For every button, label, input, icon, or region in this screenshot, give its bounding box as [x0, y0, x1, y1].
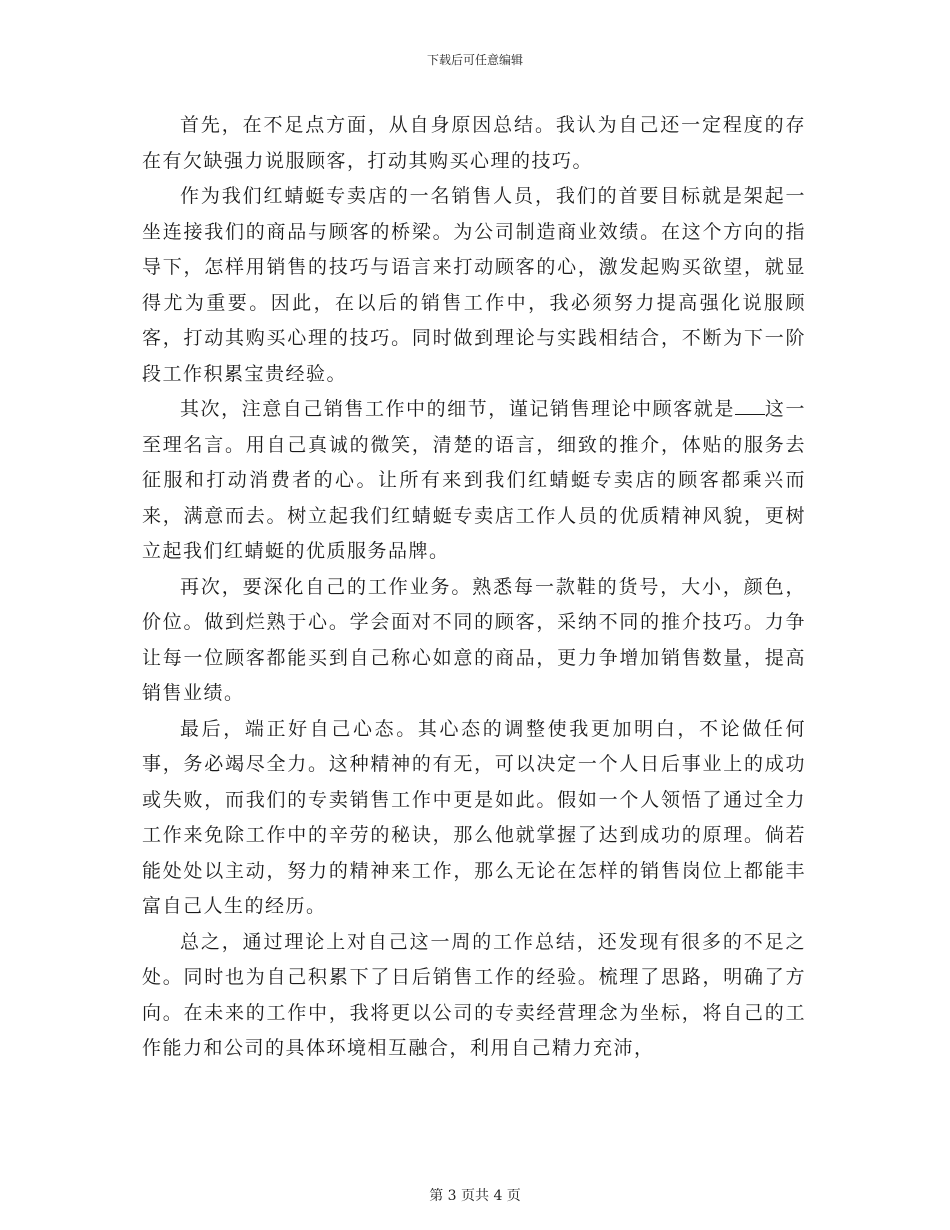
fill-in-blank — [735, 396, 765, 415]
paragraph-summary: 总之，通过理论上对自己这一周的工作总结，还发现有很多的不足之处。同时也为自己积累下了日后销售工作的经验。梳理了思路，明确了方向。在未来的工作中，我将更以公司的专卖经营理念为坐标，将自己的工作能力和公司的具体环境相互融合，利用自己精力充沛， — [142, 930, 806, 1059]
paragraph-details-after: 这一至理名言。用自己真诚的微笑，清楚的语言，细致的推介，体贴的服务去征服和打动消费者的心。让所有来到我们红蜻蜓专卖店的顾客都乘兴而来，满意而去。树立起我们红蜻蜓专卖店工作人员的优质精神风貌，更树立起我们红蜻蜓的优质服务品牌。 — [142, 398, 806, 562]
page-number: 第 3 页共 4 页 — [429, 1188, 521, 1204]
paragraph-business: 再次，要深化自己的工作业务。熟悉每一款鞋的货号，大小，颜色，价位。做到烂熟于心。学会面对不同的顾客，采纳不同的推介技巧。力争让每一位顾客都能买到自己称心如意的商品，更力争增加销售数量，提高销售业绩。 — [142, 575, 806, 704]
page-header: 下载后可任意编辑 — [426, 53, 523, 67]
paragraph-shortcomings: 首先，在不足点方面，从自身原因总结。我认为自己还一定程度的存在有欠缺强力说服顾客，打动其购买心理的技巧。 — [142, 114, 806, 172]
paragraph-sales-role: 作为我们红蜻蜓专卖店的一名销售人员，我们的首要目标就是架起一坐连接我们的商品与顾客的桥梁。为公司制造商业效绩。在这个方向的指导下，怎样用销售的技巧与语言来打动顾客的心，激发起购买欲望，就显得尤为重要。因此，在以后的销售工作中，我必须努力提高强化说服顾客，打动其购买心理的技巧。同时做到理论与实践相结合，不断为下一阶段工作积累宝贵经验。 — [142, 185, 806, 385]
document-body — [142, 108, 806, 1067]
paragraph-details-before: 其次，注意自己销售工作中的细节，谨记销售理论中顾客就是 — [180, 398, 735, 420]
paragraph-details — [142, 392, 806, 570]
paragraph-attitude: 最后，端正好自己心态。其心态的调整使我更加明白，不论做任何事，务必竭尽全力。这种精神的有无，可以决定一个人日后事业上的成功或失败，而我们的专卖销售工作中更是如此。假如一个人领悟了通过全力工作来免除工作中的辛劳的秘诀，那么他就掌握了达到成功的原理。倘若能处处以主动，努力的精神来工作，那么无论在怎样的销售岗位上都能丰富自己人生的经历。 — [142, 717, 806, 917]
